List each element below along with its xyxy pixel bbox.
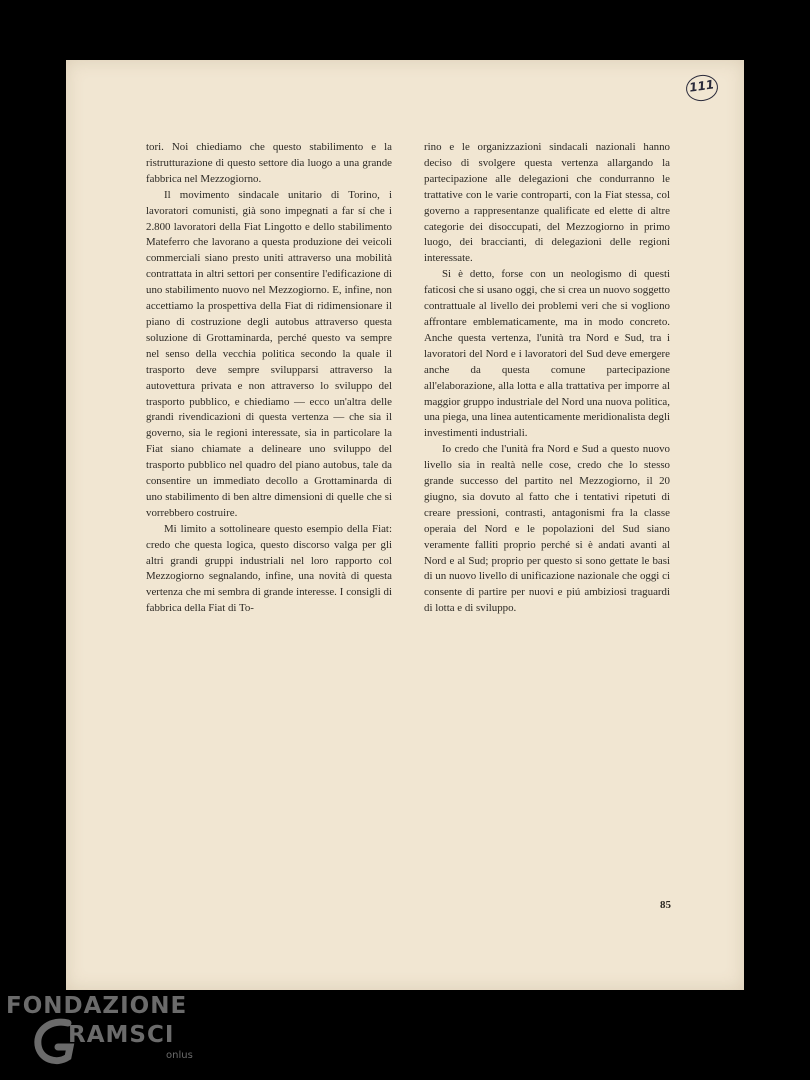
paragraph: Si è detto, forse con un neologismo di questi faticosi che si usano oggi, che si crea un nuovo soggetto contrattuale al livello dei problemi veri che si vogliono affrontare emblematicamente, ma in modo concreto. Anche questa vertenza, l'unità tra Nord e Sud, tra i lavoratori del Nord e i lavoratori del Sud deve emergere anche da questa comune partecipazione all'elaborazione, alla lotta e alla trattativa per imporre al maggior gruppo industriale del Nord una nuova politica, una piega, una linea autenticamente meridionalista degli investimenti industriali. — [424, 268, 670, 440]
paragraph: Il movimento sindacale unitario di Torino, i lavoratori comunisti, già sono impegnati a far sí che i 2.800 lavoratori della Fiat Lingotto e dello stabilimento Mateferro che lavorano a questa produzione dei veicoli commerciali siano presto uniti attraverso una mobilità contrattata in altri settori per consentire l'edificazione di uno stabilimento nuovo nel Mezzogiorno. E, infine, non accettiamo la prospettiva della Fiat di ridimensionare il piano di costruzione degli autobus attraverso questa soluzione di Grottaminarda, perché questo va sempre nel senso della vecchia politica secondo la quale il trasporto deve sempre svilupparsi attraverso la autovettura privata e non attraverso lo sviluppo del trasporto pubblico, e chiediamo — ecco un'altra delle grandi rivendicazioni di questa vertenza — che sia il governo, sia le regioni interessate, sia in particolare la Fiat siano chiamate a delineare uno sviluppo del trasporto pubblico nel quadro del piano autobus, tale da consentire un immediato decollo a Grottaminarda di uno stabilimento di ben altre dimensioni di quelle che si vorrebbero costruire. — [146, 188, 392, 519]
logo-line1: FONDAZIONE — [6, 993, 188, 1019]
right-text-column — [424, 140, 670, 617]
left-text-column — [146, 140, 392, 617]
paragraph: Io credo che l'unità fra Nord e Sud a questo nuovo livello sia in realtà nelle cose, credo che lo stesso grande successo del partito nel Mezzogiorno, il 20 giugno, sia dovuto al fatto che i tentativi ripetuti di creare pressioni, contrasti, antagonismi fra la classe operaia del Nord e le popolazioni del Sud siano veramente falliti proprio perché si è andati avanti al Nord e al Sud; proprio per questo si sono gettate le basi di un nuovo livello di unificazione nazionale che oggi ci consente di partire per nuovi e piú ambiziosi traguardi di lotta e di sviluppo. — [424, 443, 670, 615]
folio-mark-text: 111 — [688, 77, 716, 95]
paragraph: Mi limito a sottolineare questo esempio della Fiat: credo che questa logica, questo discorso valga per gli altri grandi gruppi industriali nel loro rapporto col Mezzogiorno segnalando, infine, una novità di questa vertenza che mi sembra di grande interesse. I consigli di fabbrica della Fiat di To- — [146, 522, 392, 615]
fondazione-gramsci-logo — [6, 993, 206, 1073]
paragraph: tori. Noi chiediamo che questo stabilimento e la ristrutturazione di questo settore dia luogo a una grande fabbrica nel Mezzogiorno. — [146, 141, 392, 185]
paragraph: rino e le organizzazioni sindacali nazionali hanno deciso di svolgere questa vertenza allargando la partecipazione alle delegazioni che condurranno le trattative con le varie controparti, con la Fiat stessa, col governo a rappresentanze qualificate ed elette di altre categorie dei disoccupati, del Mezzogiorno in primo luogo, dei braccianti, di delegazioni delle regioni interessate. — [424, 141, 670, 265]
page-number: 85 — [660, 899, 671, 911]
logo-line2: RAMSCI — [68, 1022, 175, 1048]
logo-subtitle: onlus — [166, 1050, 193, 1061]
